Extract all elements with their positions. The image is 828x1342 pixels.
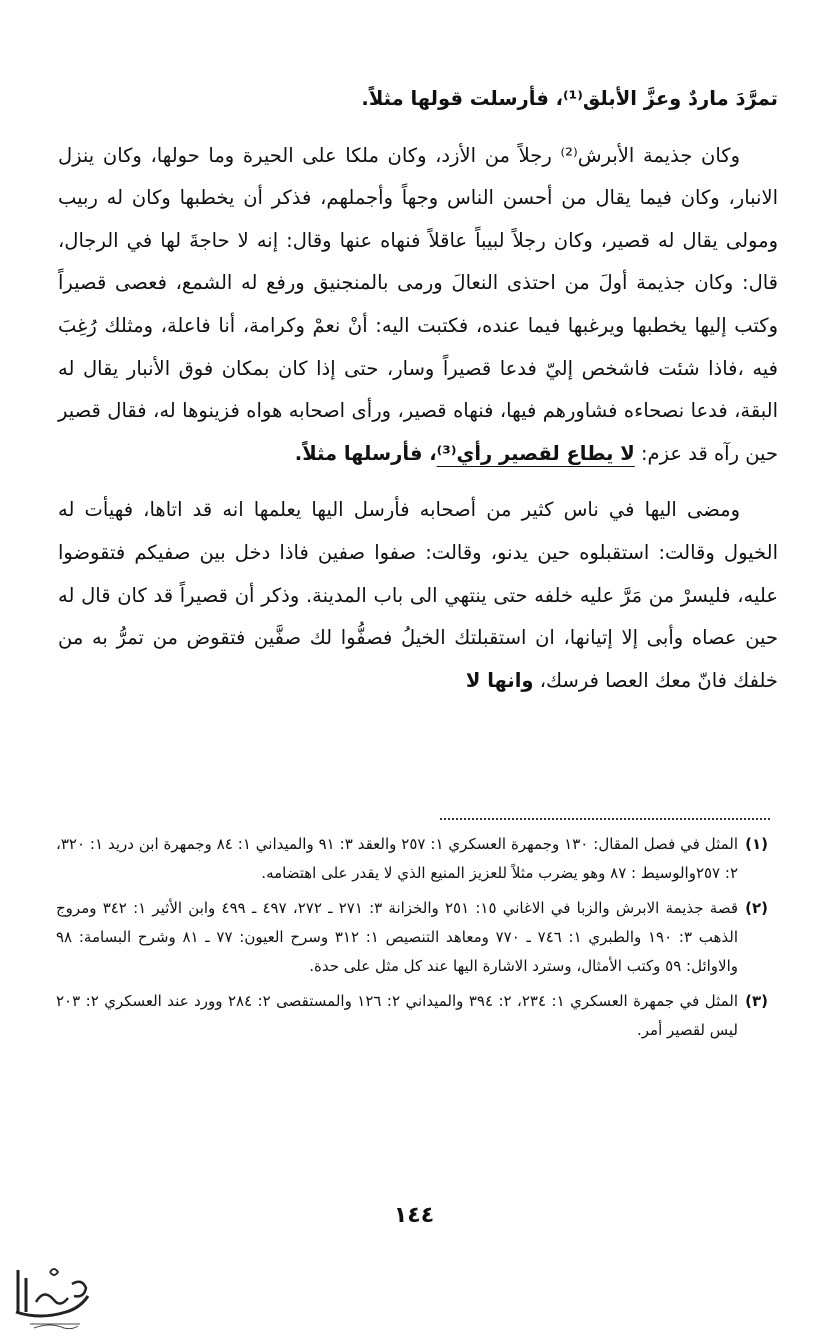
page-number: ١٤٤ xyxy=(393,1203,435,1228)
footnote-number: (٣) xyxy=(745,992,768,1010)
paragraph-jadhima-text: وكان جذيمة الأبرش⁽²⁾ رجلاً من الأزد، وكان ملكا على الحيرة وما حولها، وكان ينزل الانبار، وكان فيما يقال من أحسن الناس وجهاً وأجملهم، فذكر أن يخطبها وكان له ربيب ومولى يقال له قصير، وكان رجلاً لبيباً عاقلاً فنهاه عنها وقال: إنه لا حاجةَ لها في الرجال، قال: وكان جذيمة أولَ من احتذى النعالَ ورمى بالمنجنيق ورفع له الشمع، فعصى قصيراً وكتب إليها يخطبها ويرغبها فيما عنده، فكتبت اليه: أنْ نعمْ وكرامة، أنا فاعلة، ومثلك رُغِبَ فيه ،فاذا شئت فاشخص إليّ فدعا قصيراً وسار، حتى إذا كان بمكان فوق الأنبار يقال له البقة، فدعا نصحاءه فشاورهم فيها، فنهاه قصير، ورأى اصحابه هواه فزينوها له، فقال قصير حين رآه قد عزم: xyxy=(58,143,778,465)
footnote-separator xyxy=(440,818,770,820)
paragraph-opening: تمرَّدَ ماردٌ وعزَّ الأبلق⁽¹⁾، فأرسلت قولها مثلاً. xyxy=(361,87,778,110)
footnote-2 xyxy=(56,894,768,981)
proverb-quote xyxy=(437,442,635,465)
footnote-number: (١) xyxy=(745,835,768,853)
main-text xyxy=(58,78,778,702)
proverb-underlined: لا يطاع لقصير رأي⁽³⁾ xyxy=(436,441,635,465)
watermark-calligraphy-icon xyxy=(10,1258,96,1332)
footnotes xyxy=(56,830,768,1045)
paragraph-journey-text: ومضى اليها في ناس كثير من أصحابه فأرسل اليها يعلمها انه قد اتاها، فهيأت له الخيول وقالت: استقبلوه حين يدنو، وقالت: صفوا صفين فاذا دخل بين صفيكم فتقوضوا عليه، فليسرْ من مَرَّ عليه خلفه حتى ينتهي الى باب المدينة. وذكر أن قصيراً قد كان قال له حين عصاه وأبى إلا إتيانها، ان استقبلتك الخيلُ فصفُّوا لك صفَّين فتقوض من تمرُّ به من خلفك فانّ معك العصا فرسك، xyxy=(58,498,778,692)
watermark-logo xyxy=(10,1258,96,1332)
footnote-number: (٢) xyxy=(745,899,768,917)
paragraph-jadhima xyxy=(58,135,778,476)
proverb-tail: ، فأرسلها مثلاً. xyxy=(294,441,437,465)
footnote-text: قصة جذيمة الابرش والزبا في الاغاني ١٥: ٢٥١ والخزانة ٣: ٢٧١ ـ ٢٧٢، ٤٩٧ ـ ٤٩٩ وابن الأثير ١: ٣٤٢ ومروج الذهب ٣: ١٩٠ والطبري ١: ٧٤٦ ـ ٧٧٠ ومعاهد التنصيص ١: ٣١٢ وسرح العيون: ٧٧ ـ ٨١ وشرح البسامة: ٩٨ والاوائل: ٥٩ وكتب الأمثال، وسترد الاشارة اليها عند كل مثل على حدة. xyxy=(56,899,738,975)
paragraph-journey xyxy=(58,489,778,702)
footnote-3 xyxy=(56,987,768,1045)
footnote-text: المثل في فصل المقال: ١٣٠ وجمهرة العسكري ١: ٢٥٧ والعقد ٣: ٩١ والميداني ١: ٨٤ وجمهرة ابن دريد ١: ٣٢٠، ٢: ٢٥٧والوسيط : ٨٧ وهو يضرب مثلاً للعزيز المنيع الذي لا يقدر على اهتضامه. xyxy=(56,835,739,882)
paragraph-journey-end: وانها لا xyxy=(465,668,534,692)
footnote-text: المثل في جمهرة العسكري ١: ٢٣٤، ٢: ٣٩٤ والميداني ٢: ١٢٦ والمستقصى ٢: ٢٨٤ وورد عند العسكري ٢: ٢٠٣ ليس لقصير أمر. xyxy=(56,992,739,1039)
footnote-1 xyxy=(56,830,768,888)
